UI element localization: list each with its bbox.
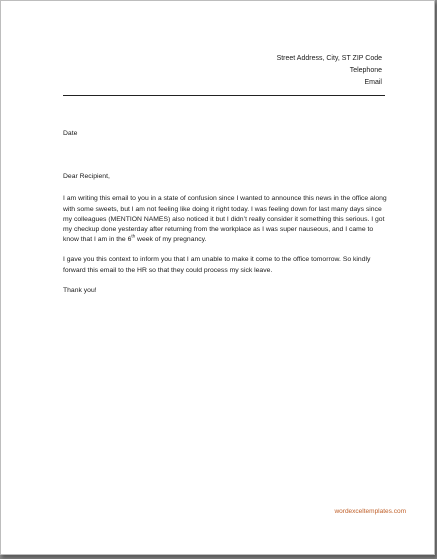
letter-paragraph-2: I gave you this context to inform you that I am unable to make it come to the office tomorrow. So kindly forward this email to the HR so that they could process my sick leave. bbox=[63, 256, 371, 274]
sender-block bbox=[277, 53, 382, 89]
letter-date: Date bbox=[63, 130, 78, 137]
letter-body bbox=[63, 129, 387, 296]
letter-paragraph-1 bbox=[63, 194, 387, 245]
sender-address: Street Address, City, ST ZIP Code bbox=[276, 55, 382, 62]
header-divider bbox=[63, 95, 385, 96]
sender-email: Email bbox=[364, 79, 382, 86]
watermark-link[interactable]: wordexceltemplates.com bbox=[334, 508, 406, 515]
letter-salutation: Dear Recipient, bbox=[63, 173, 110, 181]
letter-closing: Thank you! bbox=[63, 286, 97, 294]
paragraph-1-text: I am writing this email to you in a state of confusion since I wanted to announce this news in the office along with some sweets, but I am not feeling like doing it right today. I was feeling down for last many days since my colleagues (MENTION NAMES) also noticed it but I didn’t really consider it something this serious. I got my checkup done yesterday after returning from the workplace as I was super nauseous, and I came to know that I am in the 6 bbox=[63, 195, 387, 244]
paragraph-1-text-end: week of my pregnancy. bbox=[135, 236, 207, 244]
sender-telephone: Telephone bbox=[349, 67, 382, 74]
ordinal-suffix: th bbox=[131, 233, 136, 239]
